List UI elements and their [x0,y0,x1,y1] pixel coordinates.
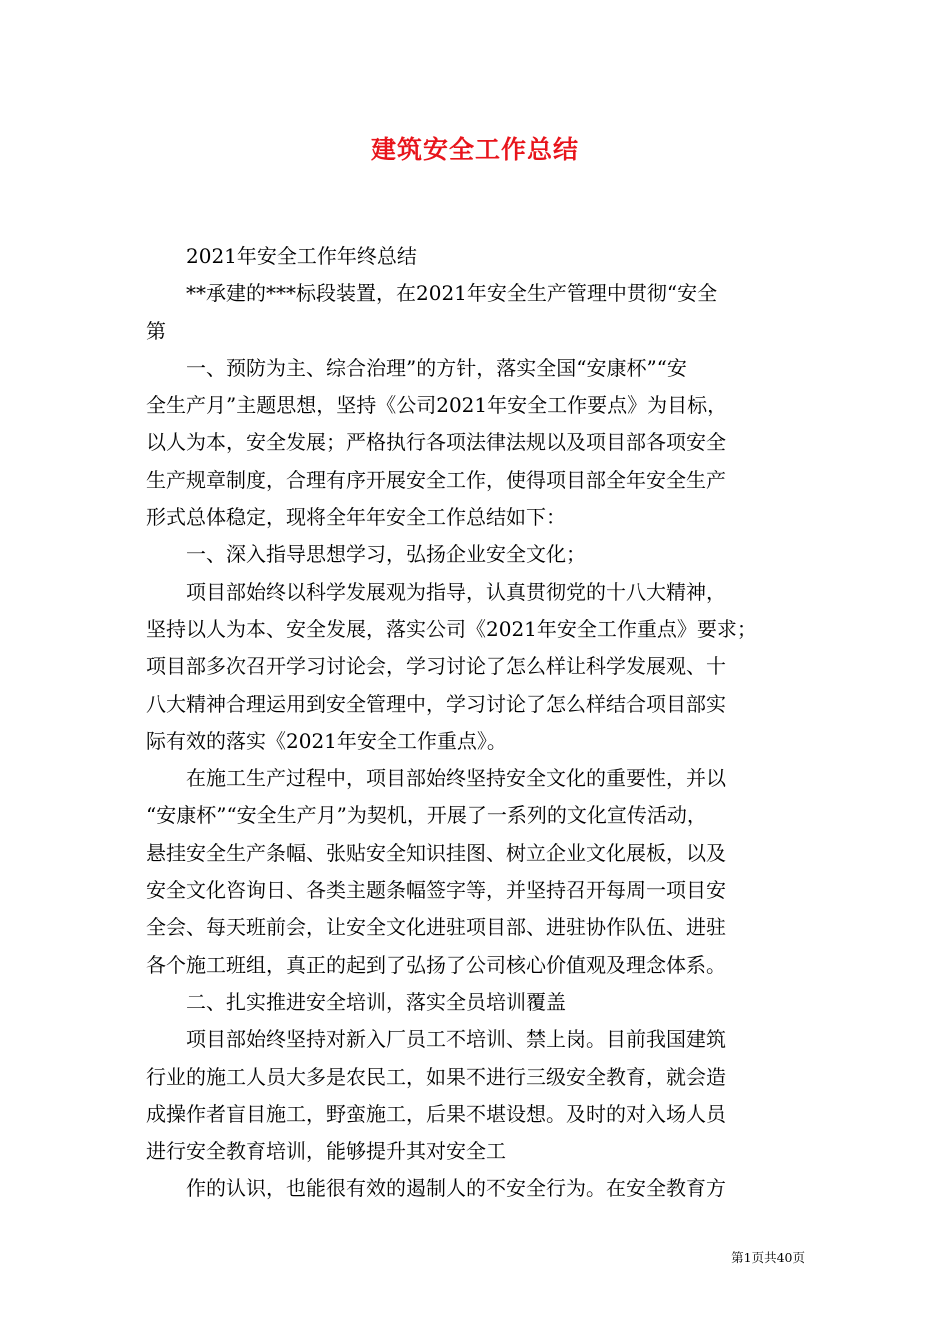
text-line: 2021年安全工作年终总结 [186,244,417,268]
text-line: 全会、每天班前会，让安全文化进驻项目部、进驻协作队伍、进驻 [146,915,726,940]
text-line: 坚持以人为本、安全发展，落实公司《2021年安全工作重点》要求； [146,616,757,641]
text-line: 际有效的落实《2021年安全工作重点》。 [146,728,507,753]
text-line: 全生产月”主题思想，坚持《公司2021年安全工作要点》为目标， [146,393,728,418]
text-line: 项目部始终以科学发展观为指导，认真贯彻党的十八大精神， [186,579,726,604]
text-line: 项目部始终坚持对新入厂员工不培训、禁上岗。目前我国建筑 [186,1027,726,1052]
text-line: 安全文化咨询日、各类主题条幅签字等，并坚持召开每周一项目安 [146,878,726,903]
text-line: **承建的***标段装置，在2021年安全生产管理中贯彻“安全 [186,281,718,306]
text-line: 以人为本，安全发展；严格执行各项法律法规以及项目部各项安全 [146,430,726,455]
text-line: 八大精神合理运用到安全管理中，学习讨论了怎么样结合项目部实 [146,691,726,716]
text-line: 一、预防为主、综合治理”的方针，落实全国“安康杯”“安 [186,355,687,380]
text-line: 成操作者盲目施工，野蛮施工，后果不堪设想。及时的对入场人员 [146,1101,726,1126]
text-line: 各个施工班组，真正的起到了弘扬了公司核心价值观及理念体系。 [146,952,726,977]
text-line: 生产规章制度，合理有序开展安全工作，使得项目部全年安全生产 [146,467,726,492]
text-line: 项目部多次召开学习讨论会，学习讨论了怎么样让科学发展观、十 [146,654,726,679]
text-line: 第 [146,318,166,343]
document-title: 建筑安全工作总结 [370,135,579,164]
text-line: 作的认识，也能很有效的遏制人的不安全行为。在安全教育方 [186,1176,726,1201]
section-heading: 二、扎实推进安全培训，落实全员培训覆盖 [186,989,566,1014]
text-line: 进行安全教育培训，能够提升其对安全工 [146,1139,506,1164]
text-line: “安康杯”“安全生产月”为契机，开展了一系列的文化宣传活动， [146,803,707,828]
text-line: 在施工生产过程中，项目部始终坚持安全文化的重要性，并以 [186,766,726,791]
text-line: 形式总体稳定，现将全年年安全工作总结如下： [146,505,566,530]
document-body [146,238,806,1208]
section-heading: 一、深入指导思想学习，弘扬企业安全文化； [186,542,586,567]
text-line: 行业的施工人员大多是农民工，如果不进行三级安全教育，就会造 [146,1064,726,1089]
text-line: 悬挂安全生产条幅、张贴安全知识挂图、树立企业文化展板，以及 [146,840,726,865]
page-number: 第1页共40页 [731,1250,805,1265]
